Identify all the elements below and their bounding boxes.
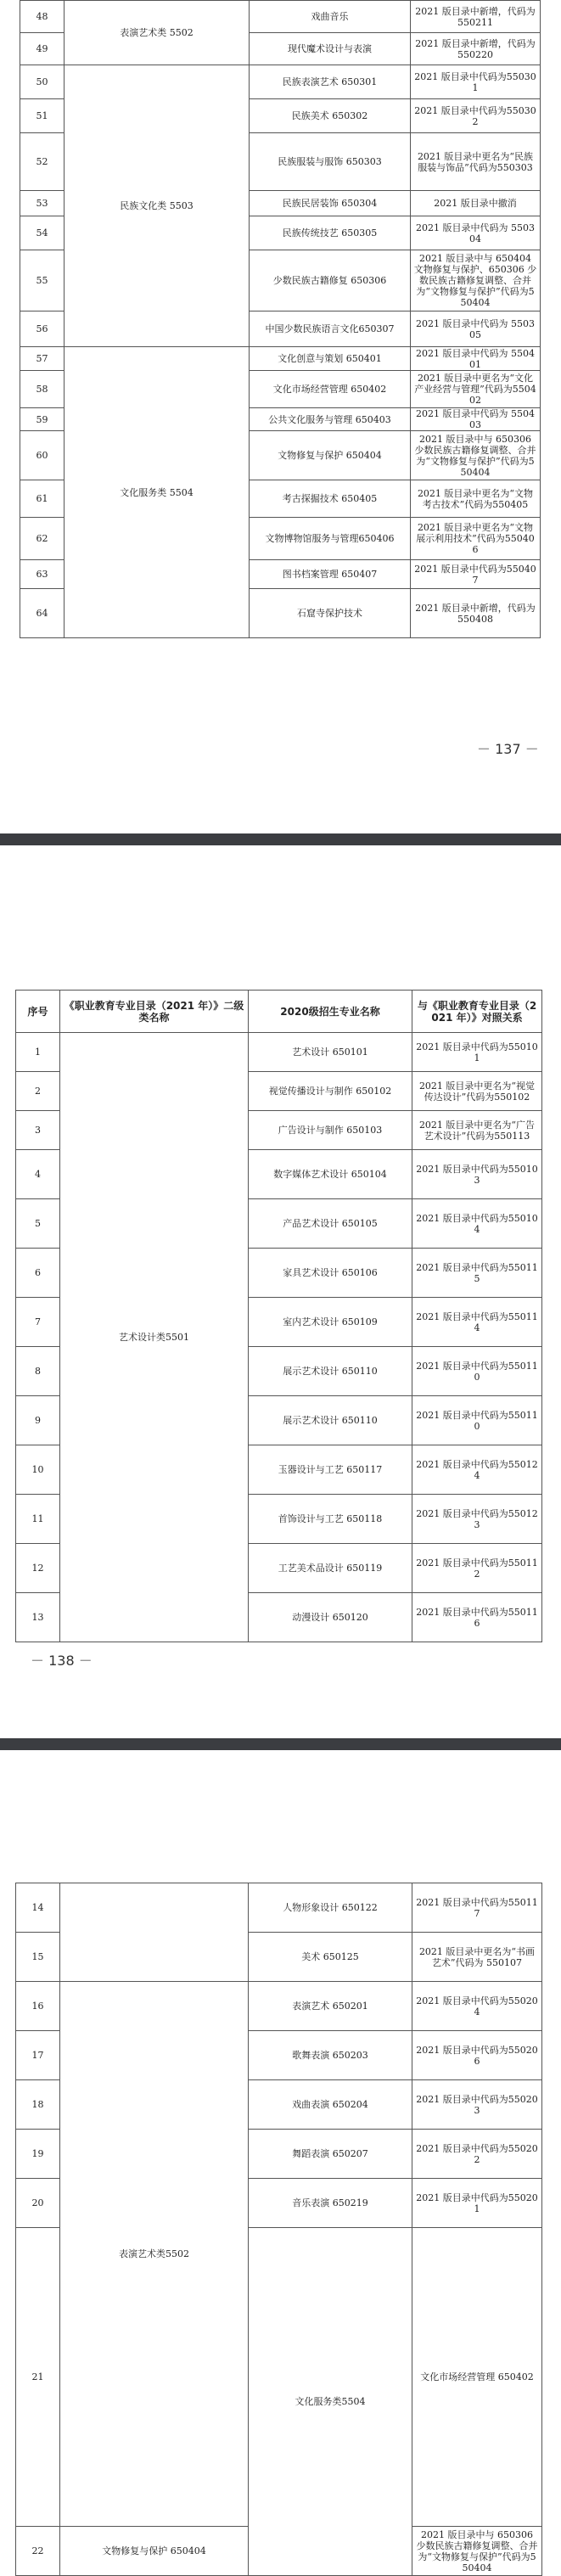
row-seq-cell: 5 bbox=[16, 1199, 60, 1249]
row-seq-cell: 17 bbox=[16, 2031, 60, 2080]
row-relation-cell: 2021 版目录中代码为550204 bbox=[412, 1982, 542, 2031]
row-seq-cell: 51 bbox=[20, 99, 65, 133]
table-row bbox=[16, 1883, 542, 1933]
row-major-cell: 文物修复与保护 650404 bbox=[60, 2527, 249, 2576]
row-major-cell: 图书档案管理 650407 bbox=[250, 560, 411, 589]
row-major-cell: 文化市场经营管理 650402 bbox=[412, 2228, 542, 2527]
row-major-cell: 民族表演艺术 650301 bbox=[250, 65, 411, 99]
row-category-cell: 表演艺术类 5502 bbox=[65, 1, 250, 65]
row-seq-cell: 16 bbox=[16, 1982, 60, 2031]
row-relation-cell: 2021 版目录中代码为 550305 bbox=[411, 311, 541, 347]
row-major-cell: 文化创意与策划 650401 bbox=[250, 347, 411, 371]
header-major: 2020级招生专业名称 bbox=[249, 991, 412, 1033]
row-relation-cell: 2021 版目录中代码为550202 bbox=[412, 2130, 542, 2179]
page1-table bbox=[20, 0, 541, 638]
row-seq-cell: 4 bbox=[16, 1150, 60, 1199]
row-major-cell: 现代魔术设计与表演 bbox=[250, 33, 411, 65]
row-seq-cell: 19 bbox=[16, 2130, 60, 2179]
row-major-cell: 戏曲音乐 bbox=[250, 1, 411, 33]
page3-table bbox=[15, 1883, 542, 2576]
header-seq: 序号 bbox=[16, 991, 60, 1033]
header-relation: 与《职业教育专业目录（2021 年）》对照关系 bbox=[412, 991, 542, 1033]
row-category-cell bbox=[60, 1883, 249, 1982]
row-seq-cell: 53 bbox=[20, 191, 65, 216]
row-relation-cell: 2021 版目录中代码为550115 bbox=[412, 1249, 542, 1298]
row-major-cell: 歌舞表演 650203 bbox=[249, 2031, 412, 2080]
page2-table bbox=[15, 990, 542, 1642]
row-major-cell: 考古探掘技术 650405 bbox=[250, 480, 411, 518]
row-major-cell: 首饰设计与工艺 650118 bbox=[249, 1495, 412, 1544]
row-relation-cell: 2021 版目录中代码为550104 bbox=[412, 1199, 542, 1249]
row-seq-cell: 50 bbox=[20, 65, 65, 99]
row-seq-cell: 21 bbox=[16, 2228, 60, 2527]
row-seq-cell: 20 bbox=[16, 2179, 60, 2228]
page-separator bbox=[0, 833, 561, 845]
row-relation-cell: 2021 版目录中与 650306 少数民族古籍修复调整、合并为“文物修复与保护”代码为550404 bbox=[412, 2527, 542, 2576]
row-relation-cell: 2021 版目录中更名为“书画艺术”代码为 550107 bbox=[412, 1933, 542, 1982]
document-page-138 bbox=[0, 845, 561, 1745]
row-major-cell: 中国少数民族语言文化650307 bbox=[250, 311, 411, 347]
row-seq-cell: 49 bbox=[20, 33, 65, 65]
row-major-cell: 民族服装与服饰 650303 bbox=[250, 133, 411, 191]
row-seq-cell: 48 bbox=[20, 1, 65, 33]
row-seq-cell: 6 bbox=[16, 1249, 60, 1298]
row-major-cell: 文物修复与保护 650404 bbox=[250, 431, 411, 480]
table-row bbox=[16, 1982, 542, 2031]
row-major-cell: 动漫设计 650120 bbox=[249, 1593, 412, 1642]
row-category-cell: 民族文化类 5503 bbox=[65, 65, 250, 347]
row-relation-cell: 2021 版目录中代码为550103 bbox=[412, 1150, 542, 1199]
row-seq-cell: 14 bbox=[16, 1883, 60, 1933]
row-relation-cell: 2021 版目录中代码为 550401 bbox=[411, 347, 541, 371]
row-seq-cell: 3 bbox=[16, 1111, 60, 1150]
document-page-139 bbox=[0, 1750, 561, 2573]
row-major-cell: 展示艺术设计 650110 bbox=[249, 1347, 412, 1396]
row-relation-cell: 2021 版目录中更名为“视觉传达设计”代码为550102 bbox=[412, 1072, 542, 1111]
page2-table-body bbox=[16, 1033, 542, 1642]
row-seq-cell: 10 bbox=[16, 1445, 60, 1495]
row-seq-cell: 54 bbox=[20, 216, 65, 250]
row-relation-cell: 2021 版目录中更名为“文物展示利用技术”代码为550406 bbox=[411, 518, 541, 560]
page3-table-body bbox=[16, 1883, 542, 2576]
row-relation-cell: 2021 版目录中代码为550110 bbox=[412, 1396, 542, 1445]
row-seq-cell: 56 bbox=[20, 311, 65, 347]
row-major-cell: 文化市场经营管理 650402 bbox=[250, 371, 411, 408]
row-relation-cell: 2021 版目录中更名为“文物考古技术”代码为550405 bbox=[411, 480, 541, 518]
row-relation-cell: 2021 版目录中代码为550123 bbox=[412, 1495, 542, 1544]
row-relation-cell: 2021 版目录中代码为550206 bbox=[412, 2031, 542, 2080]
row-relation-cell: 2021 版目录中代码为550101 bbox=[412, 1033, 542, 1072]
row-seq-cell: 15 bbox=[16, 1933, 60, 1982]
row-relation-cell: 2021 版目录中代码为550302 bbox=[411, 99, 541, 133]
row-relation-cell: 2021 版目录中代码为550407 bbox=[411, 560, 541, 589]
row-relation-cell: 2021 版目录中与 650404 文物修复与保护、650306 少数民族古籍修复调整、合并为“文物修复与保护”代码为550404 bbox=[411, 250, 541, 311]
row-seq-cell: 55 bbox=[20, 250, 65, 311]
row-seq-cell: 8 bbox=[16, 1347, 60, 1396]
row-seq-cell: 62 bbox=[20, 518, 65, 560]
table-row bbox=[20, 1, 541, 33]
row-category-cell: 文化服务类5504 bbox=[249, 2228, 412, 2576]
row-relation-cell: 2021 版目录中代码为550110 bbox=[412, 1347, 542, 1396]
row-relation-cell: 2021 版目录中新增，代码为550408 bbox=[411, 589, 541, 638]
row-relation-cell: 2021 版目录中更名为“文化产业经营与管理”代码为550402 bbox=[411, 371, 541, 408]
row-major-cell: 石窟寺保护技术 bbox=[250, 589, 411, 638]
row-major-cell: 表演艺术 650201 bbox=[249, 1982, 412, 2031]
row-seq-cell: 9 bbox=[16, 1396, 60, 1445]
row-relation-cell: 2021 版目录中新增，代码为550211 bbox=[411, 1, 541, 33]
row-major-cell: 舞蹈表演 650207 bbox=[249, 2130, 412, 2179]
row-seq-cell: 64 bbox=[20, 589, 65, 638]
row-relation-cell: 2021 版目录中更名为“民族服装与饰品”代码为550303 bbox=[411, 133, 541, 191]
row-major-cell: 家具艺术设计 650106 bbox=[249, 1249, 412, 1298]
table-row bbox=[16, 1033, 542, 1072]
row-relation-cell: 2021 版目录中代码为550112 bbox=[412, 1544, 542, 1593]
row-seq-cell: 61 bbox=[20, 480, 65, 518]
row-relation-cell: 2021 版目录中新增，代码为550220 bbox=[411, 33, 541, 65]
row-seq-cell: 11 bbox=[16, 1495, 60, 1544]
page1-table-body bbox=[20, 1, 541, 638]
row-relation-cell: 2021 版目录中代码为550114 bbox=[412, 1298, 542, 1347]
row-major-cell: 民族民居装饰 650304 bbox=[250, 191, 411, 216]
row-relation-cell: 2021 版目录中更名为“广告艺术设计”代码为550113 bbox=[412, 1111, 542, 1150]
row-seq-cell: 59 bbox=[20, 408, 65, 431]
row-relation-cell: 2021 版目录中代码为550117 bbox=[412, 1883, 542, 1933]
row-major-cell: 戏曲表演 650204 bbox=[249, 2080, 412, 2130]
row-major-cell: 音乐表演 650219 bbox=[249, 2179, 412, 2228]
row-major-cell: 工艺美术品设计 650119 bbox=[249, 1544, 412, 1593]
row-relation-cell: 2021 版目录中代码为550201 bbox=[412, 2179, 542, 2228]
row-seq-cell: 52 bbox=[20, 133, 65, 191]
page-number: － 138 － bbox=[31, 1653, 93, 1669]
row-major-cell: 民族美术 650302 bbox=[250, 99, 411, 133]
row-major-cell: 室内艺术设计 650109 bbox=[249, 1298, 412, 1347]
row-major-cell: 数字媒体艺术设计 650104 bbox=[249, 1150, 412, 1199]
document-page-137 bbox=[0, 0, 561, 842]
row-major-cell: 产品艺术设计 650105 bbox=[249, 1199, 412, 1249]
row-category-cell: 艺术设计类5501 bbox=[60, 1033, 249, 1642]
row-major-cell: 艺术设计 650101 bbox=[249, 1033, 412, 1072]
row-relation-cell: 2021 版目录中代码为550124 bbox=[412, 1445, 542, 1495]
row-major-cell: 广告设计与制作 650103 bbox=[249, 1111, 412, 1150]
table-row bbox=[20, 347, 541, 371]
row-major-cell: 玉器设计与工艺 650117 bbox=[249, 1445, 412, 1495]
row-seq-cell: 58 bbox=[20, 371, 65, 408]
row-major-cell: 人物形象设计 650122 bbox=[249, 1883, 412, 1933]
row-seq-cell: 22 bbox=[16, 2527, 60, 2576]
row-major-cell: 视觉传播设计与制作 650102 bbox=[249, 1072, 412, 1111]
row-seq-cell: 12 bbox=[16, 1544, 60, 1593]
row-seq-cell: 2 bbox=[16, 1072, 60, 1111]
row-seq-cell: 18 bbox=[16, 2080, 60, 2130]
row-seq-cell: 60 bbox=[20, 431, 65, 480]
row-major-cell: 文物博物馆服务与管理650406 bbox=[250, 518, 411, 560]
row-major-cell: 民族传统技艺 650305 bbox=[250, 216, 411, 250]
row-relation-cell: 2021 版目录中代码为 550403 bbox=[411, 408, 541, 431]
row-relation-cell: 2021 版目录中撤消 bbox=[411, 191, 541, 216]
row-relation-cell: 2021 版目录中与 650306 少数民族古籍修复调整、合并为“文物修复与保护”代码为550404 bbox=[411, 431, 541, 480]
row-seq-cell: 13 bbox=[16, 1593, 60, 1642]
row-relation-cell: 2021 版目录中代码为 550304 bbox=[411, 216, 541, 250]
row-relation-cell: 2021 版目录中代码为550203 bbox=[412, 2080, 542, 2130]
row-seq-cell: 63 bbox=[20, 560, 65, 589]
row-major-cell: 少数民族古籍修复 650306 bbox=[250, 250, 411, 311]
row-relation-cell: 2021 版目录中代码为550116 bbox=[412, 1593, 542, 1642]
row-seq-cell: 57 bbox=[20, 347, 65, 371]
row-seq-cell: 1 bbox=[16, 1033, 60, 1072]
row-category-cell: 文化服务类 5504 bbox=[65, 347, 250, 638]
page-number: － 137 － bbox=[477, 741, 539, 757]
table-row bbox=[20, 65, 541, 99]
row-major-cell: 美术 650125 bbox=[249, 1933, 412, 1982]
row-relation-cell: 2021 版目录中代码为550301 bbox=[411, 65, 541, 99]
row-seq-cell: 7 bbox=[16, 1298, 60, 1347]
page-separator bbox=[0, 1738, 561, 1750]
row-major-cell: 公共文化服务与管理 650403 bbox=[250, 408, 411, 431]
row-category-cell: 表演艺术类5502 bbox=[60, 1982, 249, 2527]
row-major-cell: 展示艺术设计 650110 bbox=[249, 1396, 412, 1445]
header-category: 《职业教育专业目录（2021 年）》二级类名称 bbox=[60, 991, 249, 1033]
